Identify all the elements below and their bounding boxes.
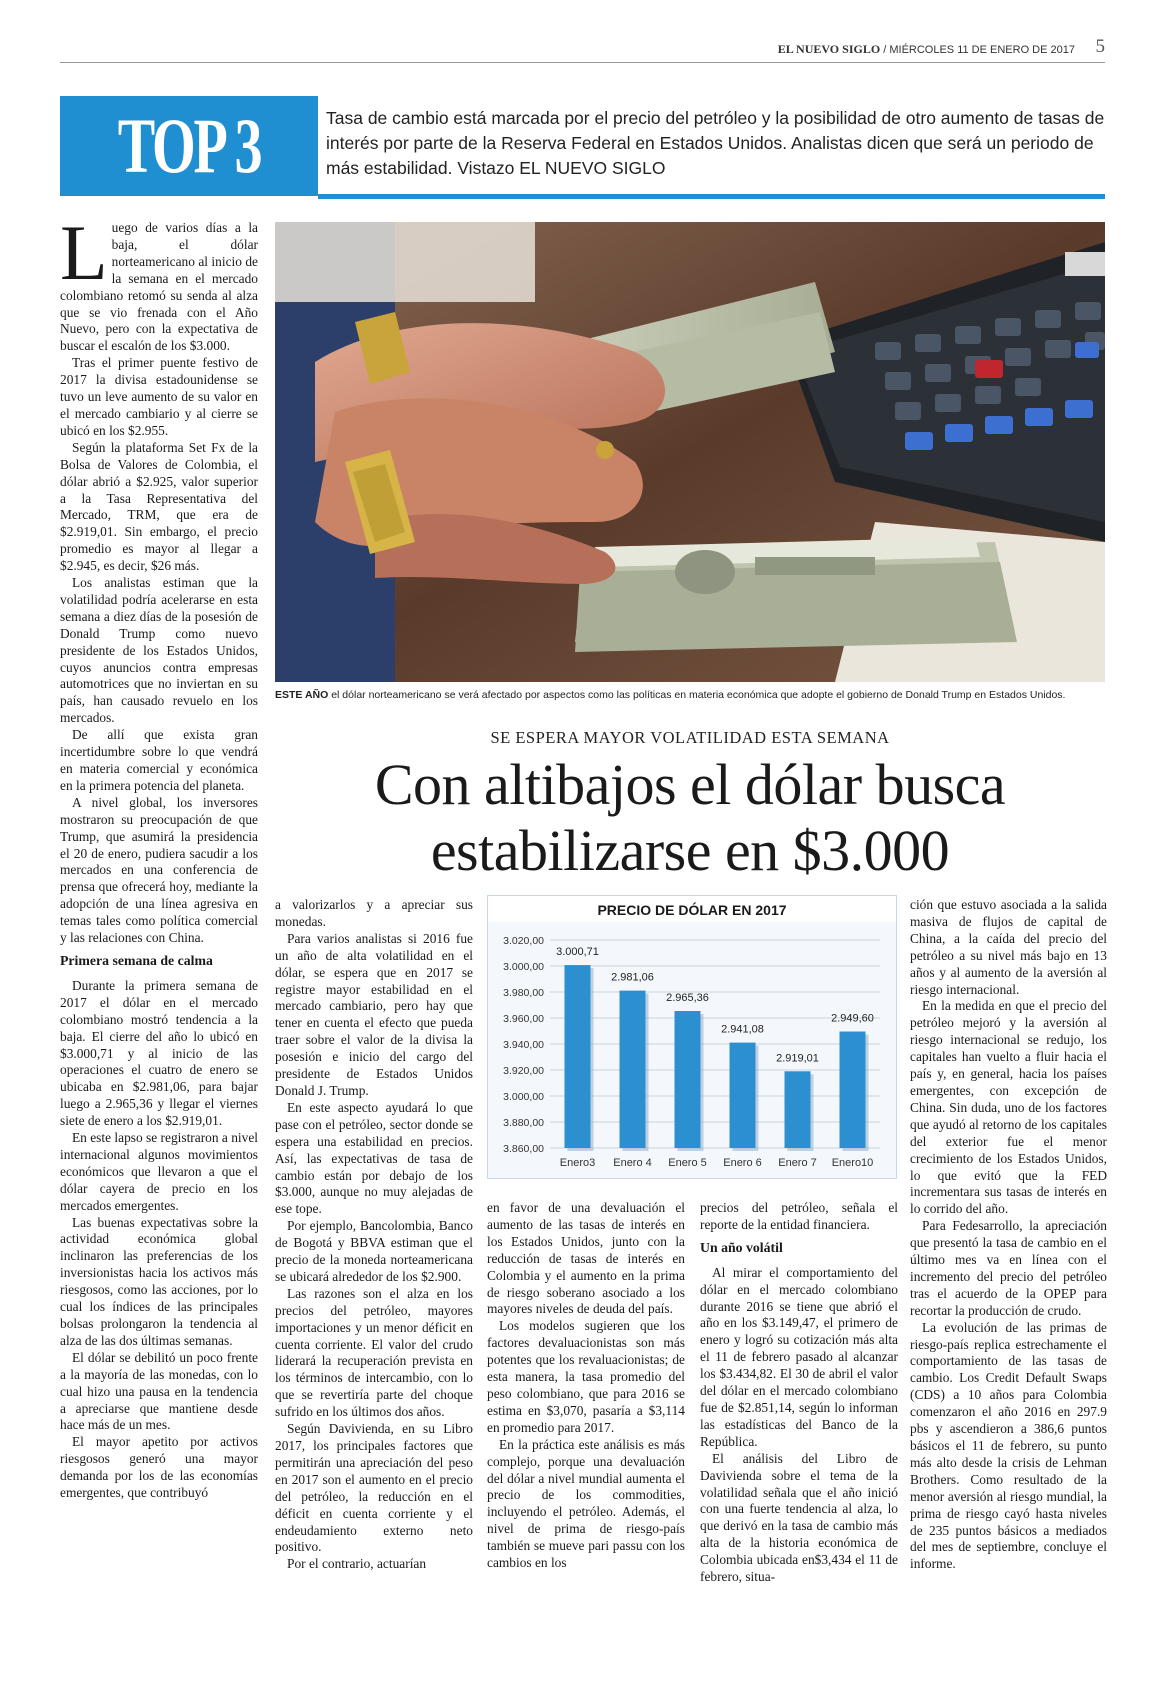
paragraph: En la práctica este análisis es más complejo, porque una devaluación del dólar a nivel mundial aumenta el precio de los commodities, incluyendo el petróleo. Además, el nivel de prima de riesgo-país también se mueve pari passu con los cambios en los	[487, 1436, 685, 1571]
paragraph: El análisis del Libro de Davivienda sobre el tema de la volatilidad señala que el año inició con una fuerte tendencia al alza, lo que derivó en la tasa de cambio más alta de la historia económica de Colombia ubicada en$3,434 el 11 de febrero, situa-	[700, 1450, 898, 1585]
paragraph: A nivel global, los inversores mostraron su preocupación de que Trump, que asumirá la presidencia el 20 de enero, pudiera sacudir a los mercados en una conferencia de prensa que ofrecerá hoy, mediante la adopción de una línea agresiva en temas tales como política comercial y las relaciones con China.	[60, 794, 258, 946]
x-tick-label: Enero 7	[778, 1157, 817, 1169]
paragraph: Para varios analistas si 2016 fue un año de alta volatilidad en el dólar, se espera que en 2017 se registre mayor estabilidad en el mercado cambiario, pero hay que tener en cuenta el efecto que pueda traer sobre el valor de la divisa la posesión e inicio del cargo del presidente de Estados Unidos Donald J. Trump.	[275, 930, 473, 1098]
bar-value-label: 2.949,60	[831, 1012, 874, 1025]
paragraph: El dólar se debilitó un poco frente a la mayoría de las monedas, con lo cual hizo una pausa en la tendencia a apreciarse que mantiene desde hace más de un mes.	[60, 1349, 258, 1433]
subheading: Un año volátil	[700, 1239, 783, 1255]
publication-line	[778, 42, 1075, 57]
paragraph: Al mirar el comportamiento del dólar en el mercado colombiano durante 2016 se tiene que abrió el año en los $3.149,47, el primero de enero y logró su cotización más alta el 11 de febrero pasado al alcanzar los $3.434,82. El 30 de abril el valor del dólar en el mercado colombiano fue de $2.851,14, según lo informan las estadísticas del Banco de la República.	[700, 1264, 898, 1449]
x-tick-label: Enero3	[559, 1157, 596, 1169]
chart-bar	[785, 1071, 811, 1148]
kicker: SE ESPERA MAYOR VOLATILIDAD ESTA SEMANA	[490, 728, 890, 747]
top3-badge	[60, 96, 318, 196]
x-tick-label: Enero 5	[668, 1157, 707, 1169]
article-column-4	[700, 1200, 898, 1586]
paragraph: Por ejemplo, Bancolombia, Banco de Bogotá y BBVA estiman que el precio de la moneda norteamericana se ubicará alrededor de los $2.900.	[275, 1218, 473, 1284]
paragraph: La evolución de las primas de riesgo-país replica estrechamente el comportamiento de las tasas de cambio. Los Credit Default Swaps (CDS) a 10 años para Colombia comenzaron el año 2016 en 297.9 pbs y ascendieron a 386,6 puntos básicos el 11 de febrero, su punto más alto desde la crisis de Lehman Brothers. Como resultado de la menor aversión al riesgo mundial, la prima de riesgo cayó hasta niveles de 235 puntos básicos a mediados del mes de septiembre, concluye el informe.	[910, 1319, 1107, 1572]
paragraph: En este lapso se registraron a nivel internacional algunos movimientos económicos que llevaron a que el dólar cayera de precio en los mercados emergentes.	[60, 1130, 258, 1213]
paragraph: En la medida en que el precio del petróleo mejoró y la aversión al riesgo internacional se redujo, los capitales han vuelto a fluir hacia el país y, en general, hacia los países emergentes, con excepción de China. Sin duda, uno de los factores que ayudó al retorno de los capitales del exterior fue el menor crecimiento de los Estados Unidos, lo que evitó que la FED incrementara sus tasas de interés en lo corrido del año.	[910, 998, 1107, 1217]
y-tick-label: 3.000,00	[503, 961, 544, 973]
bar-value-label: 2.981,06	[611, 971, 654, 984]
top3-label: TOP 3	[117, 102, 261, 189]
paragraph: Las razones son el alza en los precios del petróleo, mayores importaciones y un menor déficit en cuenta corriente. El valor del crudo liderará la recuperación prevista en los términos de intercambio, con lo que se revertiría parte del choque sufrido en los últimos dos años.	[275, 1285, 473, 1420]
headline-line-1: Con altibajos el dólar busca	[374, 752, 1006, 817]
paragraph: Los modelos sugieren que los factores devaluacionistas son más potentes que los revaluacionistas; de esta manera, la tasa promedio del peso colombiano, que para 2016 se estima en $3,070, pasaría a $3,114 en promedio para 2017.	[487, 1318, 685, 1435]
paragraph: ción que estuvo asociada a la salida masiva de flujos de capital de China, a la caída del precio del petróleo a su nivel más bajo en 13 años y al aumento de la aversión al riesgo internacional.	[910, 897, 1107, 997]
paragraph: a valorizarlos y a apreciar sus monedas.	[275, 897, 473, 929]
paragraph: Para Fedesarrollo, la apreciación que presentó la tasa de cambio en el último mes va en línea con el incremento del precio del petróleo tras el acuerdo de la OPEP para recortar la producción de crudo.	[910, 1218, 1107, 1318]
caption-lead: ESTE AÑO	[275, 689, 329, 701]
paragraph: Por el contrario, actuarían	[287, 1556, 427, 1572]
top3-description: Tasa de cambio está marcada por el precio del petróleo y la posibilidad de otro aumento de tasas de interés por parte de la Reserva Federal en Estados Unidos. Analistas dicen que será un periodo de más estabilidad. Vistazo EL NUEVO SIGLO	[326, 108, 1105, 178]
chart-bar	[840, 1032, 866, 1148]
lead-paragraph	[60, 209, 258, 355]
dollar-price-chart	[487, 895, 897, 1179]
article-photo	[275, 222, 1105, 682]
paragraph: Los analistas estiman que la volatilidad podría acelerarse en esta semana a diez días de la posesión de Donald Trump como nuevo presidente de los Estados Unidos, cuyos anuncios contra empresas automotrices que no inviertan en su país, han causado revuelo en los mercados.	[60, 575, 258, 726]
publication-name: EL NUEVO SIGLO	[777, 42, 881, 56]
article-column-3	[487, 1200, 685, 1572]
chart-bar	[730, 1043, 756, 1148]
article-column-1	[60, 209, 258, 1502]
publication-date: MIÉRCOLES 11 DE ENERO DE 2017	[889, 44, 1075, 56]
paragraph: Las buenas expectativas sobre la actividad económica global inclinaron las preferencias de los inversionistas hacia los activos más riesgosos, como las acciones, por lo cual los índices de las principales bolsas prolongaron la tendencia al alza de las dos últimas semanas.	[60, 1214, 258, 1348]
page-header	[60, 36, 1105, 63]
chart-svg	[488, 896, 896, 1178]
y-tick-label: 3.020,00	[503, 935, 544, 947]
article-column-2	[275, 897, 473, 1573]
headline-line-2: estabilizarse en $3.000	[430, 818, 950, 883]
paragraph: en favor de una devaluación el aumento de las tasas de interés en los Estados Unidos, junto con la reducción de tasas de interés en Colombia y el aumento en la prima de riesgo soberano asociado a los mayores niveles de deuda del país.	[487, 1200, 685, 1317]
paragraph: Durante la primera semana de 2017 el dólar en el mercado colombiano mostró tendencia a la baja. El cierre del año lo ubicó en $3.000,71 y al inicio de las operaciones el cuatro de enero se ubicaba en $2.981,06, para bajar luego a 2.965,36 y llegar el viernes siete de enero a los $2.919,01.	[60, 977, 258, 1129]
bar-value-label: 2.941,08	[721, 1023, 764, 1036]
bar-value-label: 2.919,01	[776, 1052, 819, 1065]
bar-value-label: 2.965,36	[666, 992, 709, 1005]
page-number: 5	[1095, 36, 1105, 57]
drop-cap: L	[60, 209, 108, 296]
paragraph: Según Davivienda, en su Libro 2017, los principales factores que permitirán una apreciación del peso en 2017 son el aumento en el precio del petróleo, la reducción en el déficit en cuenta corriente y el endeudamiento externo neto positivo.	[275, 1421, 473, 1555]
y-tick-label: 3.940,00	[503, 1039, 544, 1051]
photo-caption	[275, 688, 1105, 702]
paragraph: El mayor apetito por activos riesgosos generó una mayor demanda por los de las economías emergentes, que contribuyó	[60, 1434, 258, 1501]
lead-text: uego de varios días a la baja, el dólar norteamericano al inicio de la semana en el mercado colombiano retomó su senda al alza que se vio frenada con el Año Nuevo, pero con la expectativa de buscar el escalón de los $3.000.	[60, 220, 258, 354]
top3-rule	[318, 194, 1105, 199]
paragraph: En este aspecto ayudará lo que pase con el petróleo, sector donde se espera una estabilidad en precios. Así, las expectativas de tasa de cambio están por debajo de los $3.000, aunque no muy alejadas de ese tope.	[275, 1099, 473, 1217]
x-tick-label: Enero10	[831, 1157, 874, 1169]
y-tick-label: 3.860,00	[503, 1143, 544, 1155]
chart-bar	[620, 991, 646, 1148]
y-tick-label: 3.980,00	[503, 987, 544, 999]
chart-title: PRECIO DE DÓLAR EN 2017	[597, 902, 787, 918]
paragraph: Según la plataforma Set Fx de la Bolsa de Valores de Colombia, el dólar abrió a $2.925, valor superior a la Tasa Representativa del Mercado, TRM, que era de $2.919,01. Sin embargo, el precio promedio es mayor al llegar a $2.945, es decir, $26 más.	[60, 439, 258, 574]
article-column-5	[910, 897, 1107, 1573]
bar-value-label: 3.000,71	[556, 946, 599, 959]
paragraph: Tras el primer puente festivo de 2017 la divisa estadounidense se tuvo un leve aumento de su valor en el mercado cambiario y al cierre se ubicó en los $2.955.	[60, 355, 258, 438]
y-tick-label: 3.000,00	[503, 1091, 544, 1103]
photo-illustration	[275, 222, 1105, 682]
bill-stack	[575, 537, 1017, 652]
headline	[275, 752, 1105, 884]
y-tick-label: 3.920,00	[503, 1065, 544, 1077]
chart-bar	[565, 965, 591, 1148]
paragraph: De allí que exista gran incertidumbre sobre lo que vendrá en materia comercial y económica en la primera potencia del planeta.	[60, 727, 258, 793]
paragraph: precios del petróleo, señala el reporte de la entidad financiera.	[700, 1200, 898, 1232]
chart-bar	[675, 1011, 701, 1148]
caption-text: el dólar norteamericano se verá afectado por aspectos como las políticas en materia económica que adopte el gobierno de Donald Trump en Estados Unidos.	[328, 689, 1066, 701]
header-separator: /	[880, 44, 890, 56]
subheading: Primera semana de calma	[60, 952, 213, 968]
x-tick-label: Enero 6	[723, 1157, 762, 1169]
y-tick-label: 3.960,00	[503, 1013, 544, 1025]
x-tick-label: Enero 4	[613, 1157, 652, 1169]
y-tick-label: 3.880,00	[503, 1117, 544, 1129]
